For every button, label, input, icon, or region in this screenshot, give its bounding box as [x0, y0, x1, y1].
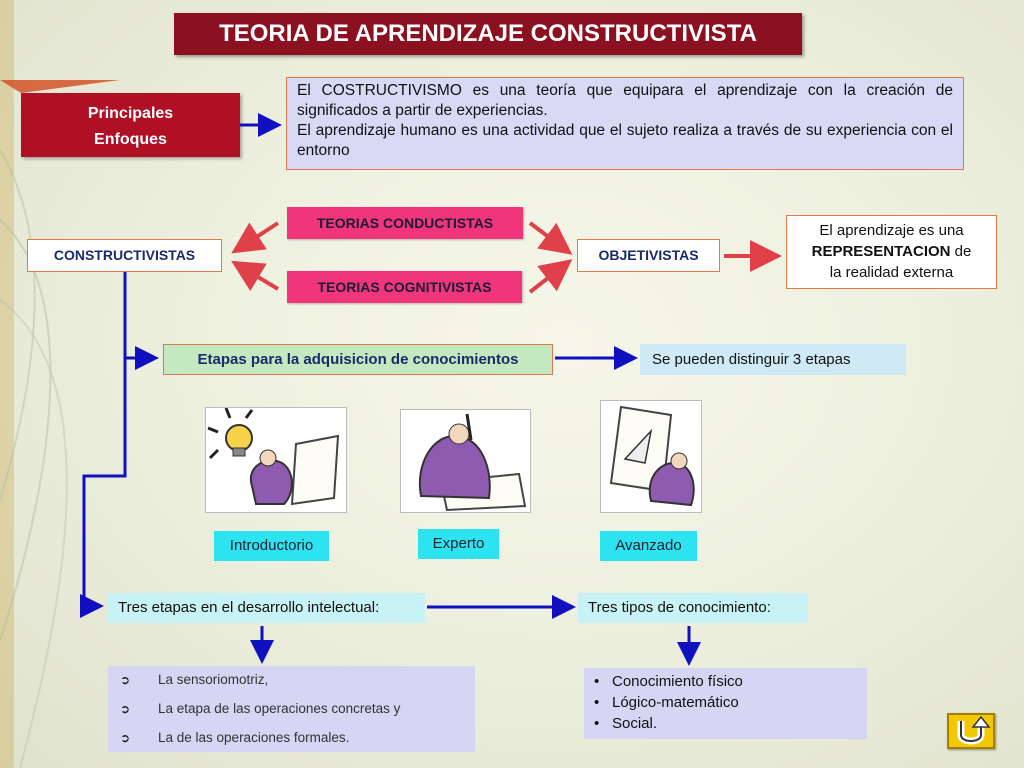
cognitivistas-box: TEORIAS COGNITIVISTAS [287, 271, 522, 303]
tres-etapas-box: Tres etapas en el desarrollo intelectual: [108, 593, 425, 623]
arrow-conductistas-constructivistas [238, 223, 278, 249]
etapas-box: Etapas para la adquisicion de conocimientos [163, 344, 553, 375]
representacion-bold: REPRESENTACION [811, 243, 951, 260]
representacion-line-3: la realidad externa [829, 264, 954, 281]
arrow-bullet-icon: ➲ [120, 731, 131, 745]
representacion-after: de [950, 243, 972, 260]
distinguir-box: Se pueden distinguir 3 etapas [640, 344, 906, 375]
bullet-icon: • [594, 673, 600, 690]
bullet-icon: • [594, 715, 600, 732]
representacion-line-1: El aprendizaje es una [819, 222, 964, 239]
tres-tipos-box: Tres tipos de conocimiento: [578, 593, 808, 623]
bullet-icon: • [594, 694, 600, 711]
introductorio-label: Introductorio [214, 531, 329, 561]
objetivistas-box: OBJETIVISTAS [577, 239, 720, 272]
constructivistas-box: CONSTRUCTIVISTAS [27, 239, 222, 272]
list-item: ➲ La etapa de las operaciones concretas y [108, 697, 475, 721]
list-item: • Lógico-matemático [594, 694, 739, 711]
arrow-cognitivistas-constructivistas [238, 265, 278, 289]
arrow-bullet-icon: ➲ [120, 702, 131, 716]
arrow-to-etapas [125, 272, 153, 358]
arrow-bullet-icon: ➲ [120, 673, 131, 687]
arrow-cognitivistas-objetivistas [530, 264, 566, 292]
list-item: • Social. [594, 715, 658, 732]
definition-paragraph-2: El aprendizaje humano es una actividad que el sujeto realiza a través de su experiencia con el entorno [297, 122, 953, 159]
experto-label: Experto [418, 529, 499, 559]
list-item: ➲ La de las operaciones formales. [108, 726, 475, 750]
enfoques-label: Enfoques [94, 131, 167, 148]
arrow-to-tres-etapas [84, 358, 125, 606]
arrow-conductistas-objetivistas [530, 223, 566, 250]
conductistas-box: TEORIAS CONDUCTISTAS [287, 207, 523, 239]
avanzado-label: Avanzado [600, 531, 697, 561]
principales-label: Principales [87, 105, 174, 122]
page-title: TEORIA DE APRENDIZAJE CONSTRUCTIVISTA [174, 13, 802, 55]
definition-paragraph-1: El COSTRUCTIVISMO es una teoría que equipara el aprendizaje con la creación de significados a partir de experiencias. [297, 82, 953, 119]
list-item: • Conocimiento físico [594, 673, 743, 690]
list-item: ➲ La sensoriomotriz, [108, 668, 475, 692]
